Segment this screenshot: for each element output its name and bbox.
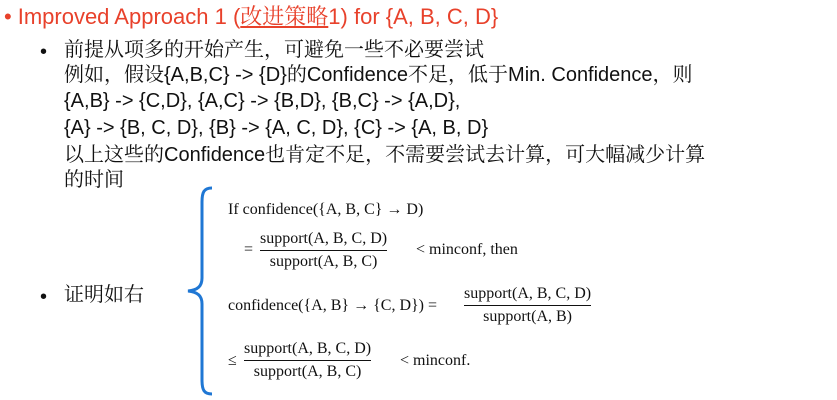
proof-line-3-lhs: confidence({A, B} → {C, D}) = bbox=[228, 297, 438, 314]
proof-line-4-tail: < minconf. bbox=[400, 352, 471, 369]
fraction-1-denominator: support(A, B, C) bbox=[269, 253, 378, 270]
fraction-3-bar bbox=[244, 360, 371, 361]
text-line-5: 以上这些的Confidence也肯定不足，不需要尝试去计算，可大幅减少计算 bbox=[64, 144, 706, 166]
slide-title bbox=[4, 2, 498, 32]
title-prefix: Improved Approach 1 ( bbox=[17, 4, 241, 29]
fraction-2 bbox=[464, 284, 591, 327]
bullet-1: • bbox=[40, 41, 48, 63]
fraction-2-numerator: support(A, B, C, D) bbox=[464, 285, 592, 302]
text-line-2: 例如，假设{A,B,C} -> {D}的Confidence不足，低于Min. Confidence，则 bbox=[64, 64, 693, 86]
text-line-1: 前提从项多的开始产生，可避免一些不必要尝试 bbox=[64, 39, 484, 61]
fraction-1-numerator: support(A, B, C, D) bbox=[260, 230, 388, 247]
text-line-3: {A,B} -> {C,D}, {A,C} -> {B,D}, {B,C} -> {A,D}, bbox=[64, 90, 461, 112]
fraction-3-denominator: support(A, B, C) bbox=[253, 363, 362, 380]
title-suffix: 1) for {A, B, C, D} bbox=[328, 4, 499, 29]
fraction-3 bbox=[244, 339, 371, 382]
brace-icon bbox=[178, 186, 214, 396]
leq-sign: ≤ bbox=[228, 352, 237, 369]
proof-line-1: If confidence({A, B, C} → D) bbox=[228, 201, 424, 218]
text-line-6: 的时间 bbox=[64, 169, 124, 191]
bullet-2: • bbox=[40, 286, 48, 308]
fraction-3-numerator: support(A, B, C, D) bbox=[244, 340, 372, 357]
title-underlined-term: 改进策略 bbox=[240, 4, 329, 29]
fraction-1-bar bbox=[260, 250, 387, 251]
proof-line-2-tail: < minconf, then bbox=[416, 241, 518, 258]
proof-label: 证明如右 bbox=[64, 284, 144, 306]
title-bullet: • bbox=[4, 4, 12, 29]
equals-sign: = bbox=[244, 241, 254, 258]
fraction-2-denominator: support(A, B) bbox=[483, 308, 572, 325]
text-line-4: {A} -> {B, C, D}, {B} -> {A, C, D}, {C} -> {A, B, D} bbox=[64, 117, 489, 139]
fraction-1 bbox=[260, 229, 387, 272]
fraction-2-bar bbox=[464, 305, 591, 306]
